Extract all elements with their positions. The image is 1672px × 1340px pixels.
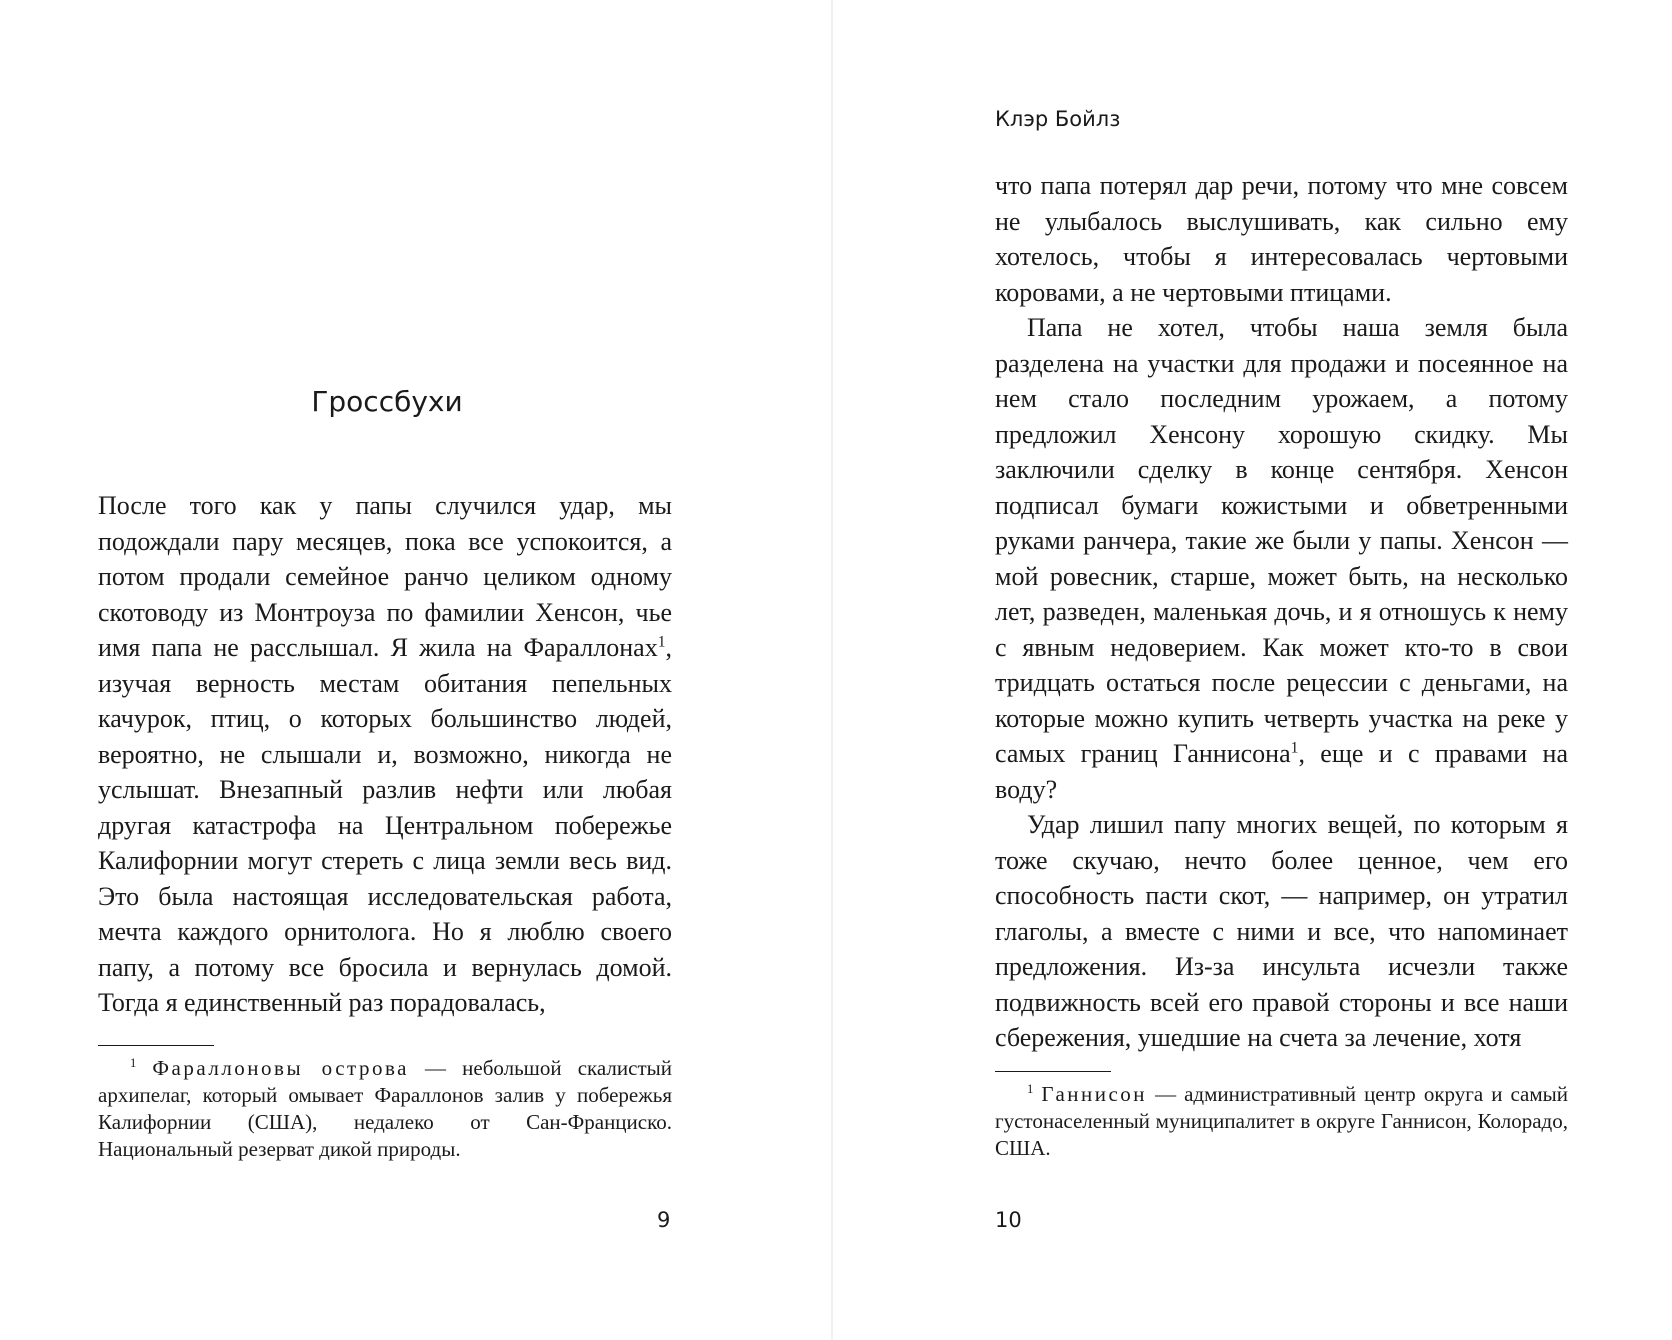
running-head-author: Клэр Бойлз xyxy=(995,107,1121,131)
footnote-divider xyxy=(995,1071,1111,1072)
footnote-term: Ганнисон xyxy=(1041,1082,1148,1106)
left-paragraph-text-b: , изучая верность местам обитания пепельных качурок, птиц, о которых большинство людей, вероятно, не слышали и, возможно, никогда не услышат. Внезапный разлив нефти или любая другая катастрофа на Центральном побережье Калифорнии могут стереть с лица земли весь вид. Это была настоящая исследовательская работа, мечта каждого орнитолога. Но я люблю своего папу, а потому все бросила и вернулась домой. Тогда я единственный раз порадовалась, xyxy=(98,633,672,1017)
left-paragraph-text-a: После того как у папы случился удар, мы подождали пару месяцев, пока все успокоится, а потом продали семейное ранчо целиком одному скотоводу из Монтроуза по фамилии Хенсон, чье имя папа не расслышал. Я жила на Фараллонах xyxy=(98,491,672,662)
right-paragraph-2-text-a: Папа не хотел, чтобы наша земля была разделена на участки для продажи и посеянное на нем стало последним урожаем, а потому предложил Хенсону хорошую скидку. Мы заключили сделку в конце сентября. Хенсон подписал бумаги кожистыми и обветренными руками ранчера, такие же были у папы. Хенсон — мой ровесник, старше, может быть, на несколько лет, разведен, маленькая дочь, и я отношусь к нему с явным недоверием. Как может кто-то в свои тридцать остаться после рецессии с деньгами, на которые можно купить четверть участка на реке у самых границ Ганнисона xyxy=(995,313,1568,768)
page-number: 10 xyxy=(995,1208,1022,1232)
left-body-text xyxy=(98,488,672,1021)
footnote-ref-marker: 1 xyxy=(657,633,666,651)
left-footnote xyxy=(98,1055,672,1163)
right-paragraph-1: что папа потерял дар речи, потому что мне совсем не улыбалось выслушивать, как сильно ему хотелось, чтобы я интересовалась чертовыми коровами, а не чертовыми птицами. xyxy=(995,171,1568,307)
footnote-term: Фараллоновы острова xyxy=(152,1056,409,1080)
footnote-divider xyxy=(98,1045,214,1046)
footnote-marker: 1 xyxy=(1027,1082,1034,1096)
right-paragraph-2-text-b: , еще и с правами на воду? xyxy=(995,739,1568,804)
page-number: 9 xyxy=(657,1208,671,1232)
left-page xyxy=(0,0,831,1340)
left-paragraph xyxy=(98,488,672,1021)
chapter-title: Гроссбухи xyxy=(311,385,463,418)
footnote-ref-marker: 1 xyxy=(1290,739,1299,757)
footnote-marker: 1 xyxy=(130,1056,137,1070)
right-body-text xyxy=(995,168,1568,1056)
right-paragraph-2 xyxy=(995,310,1568,807)
right-footnote xyxy=(995,1081,1568,1162)
right-paragraph-3: Удар лишил папу многих вещей, по которым я тоже скучаю, нечто более ценное, чем его способность пасти скот, — например, он утратил глаголы, а вместе с ними и все, что напоминает предложения. Из-за инсульта исчезли также подвижность всей его правой стороны и все наши сбережения, ушедшие на счета за лечение, хотя xyxy=(995,810,1568,1052)
footnote-text: — административный центр округа и самый густонаселенный муниципалитет в округе Ганнисон, Колорадо, США. xyxy=(995,1082,1569,1160)
footnote-text: — небольшой скалистый архипелаг, который омывает Фараллонов залив у побережья Калифорнии (США), недалеко от Сан-Франциско. Национальный резерват дикой природы. xyxy=(98,1056,672,1161)
